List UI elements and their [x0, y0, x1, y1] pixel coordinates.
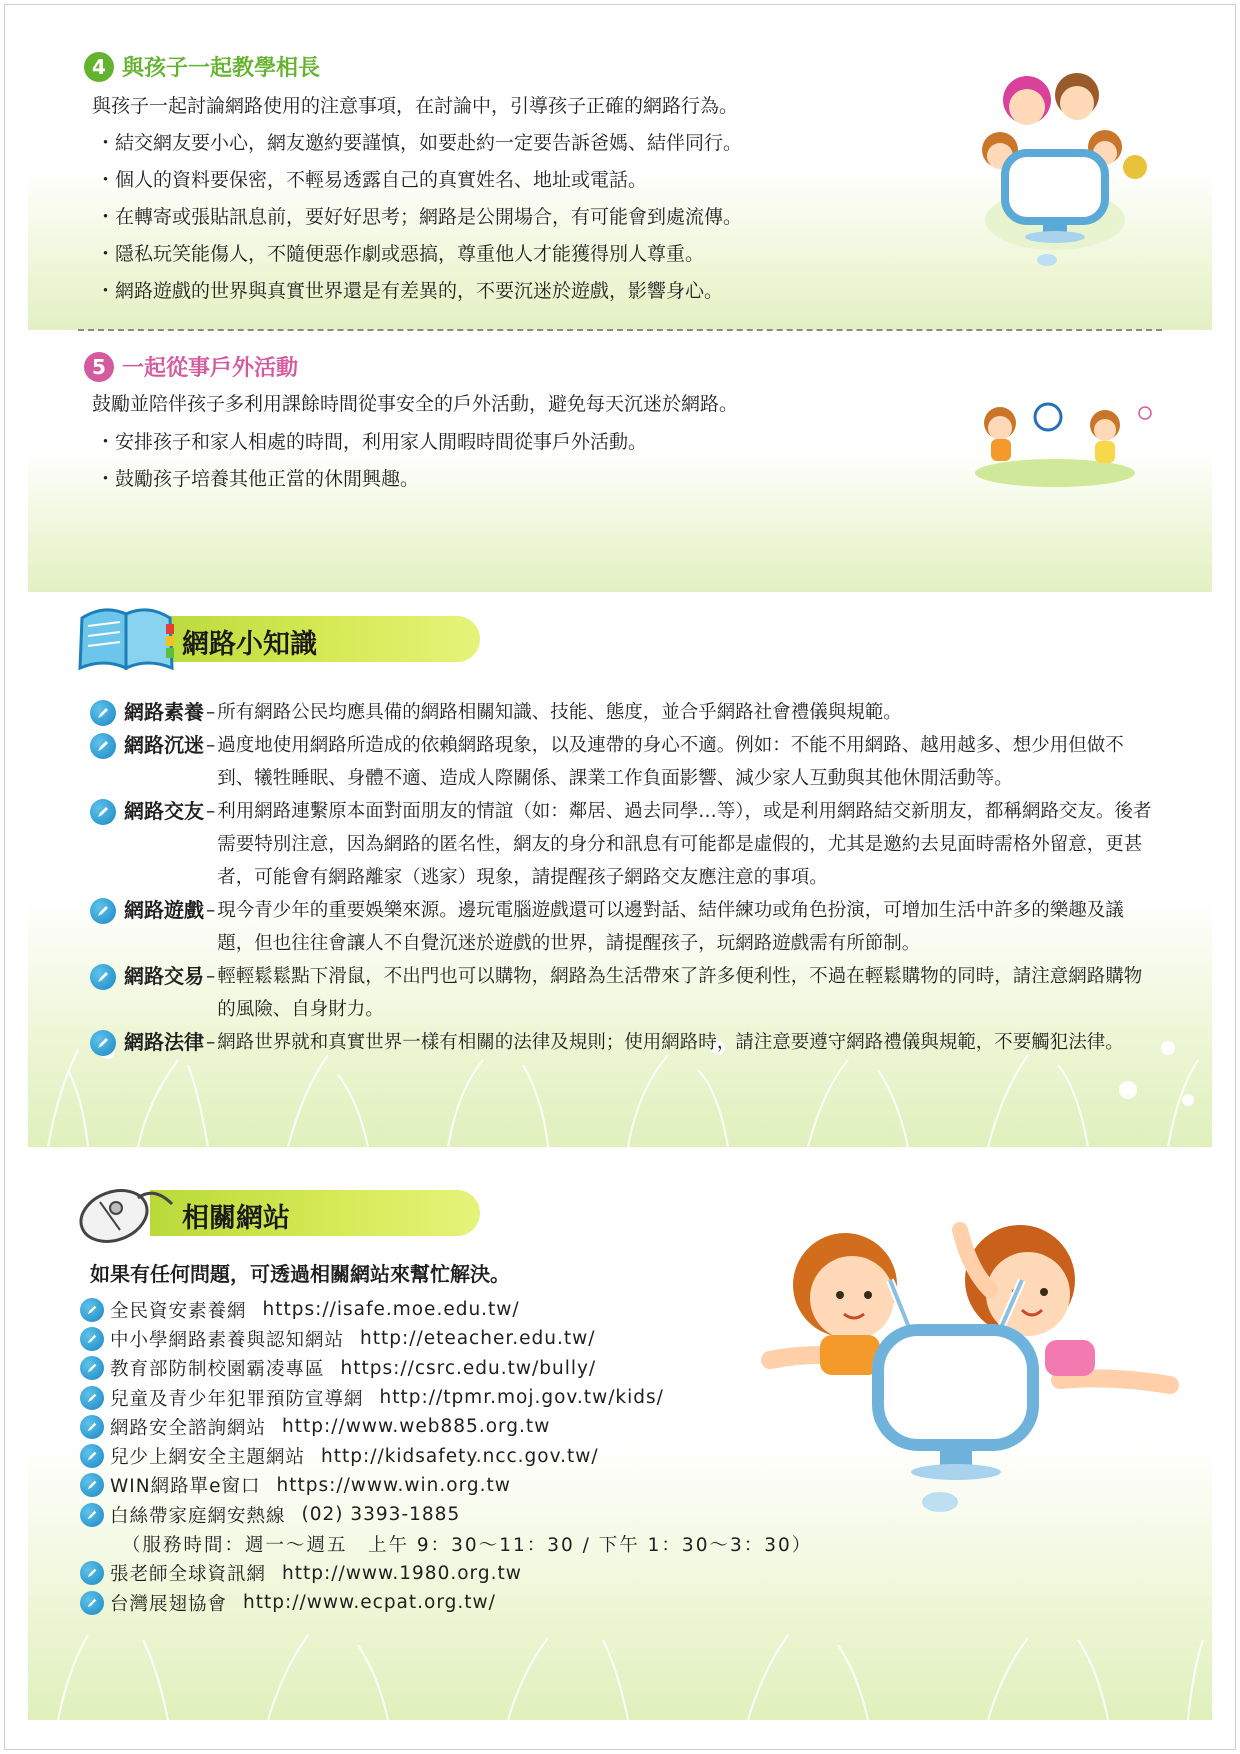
- pencil-badge-icon: [80, 1298, 104, 1322]
- list-item: ・ 在轉寄或張貼訊息前，要好好思考；網路是公開場合，有可能會到處流傳。: [96, 199, 742, 236]
- section4-list: [96, 125, 742, 310]
- pencil-badge-icon: [90, 700, 116, 726]
- site-url[interactable]: http://www.web885.org.tw: [282, 1416, 551, 1438]
- site-link-item[interactable]: [80, 1354, 812, 1383]
- pencil-badge-icon: [80, 1444, 104, 1468]
- site-link-item[interactable]: [80, 1412, 812, 1441]
- pencil-badge-icon: [80, 1561, 104, 1585]
- list-item: ・ 結交網友要小心，網友邀約要謹慎，如要赴約一定要告訴爸媽、結伴同行。: [96, 125, 742, 162]
- knowledge-list: [90, 696, 1160, 1059]
- pencil-badge-icon: [90, 898, 116, 924]
- site-url[interactable]: http://tpmr.moj.gov.tw/kids/: [379, 1387, 664, 1409]
- hotline-hours: （服務時間：週一～週五 上午 9：30～11：30 / 下午 1：30～3：30）: [122, 1535, 813, 1557]
- knowledge-term: 網路沉迷: [124, 733, 204, 757]
- site-name: 教育部防制校園霸凌專區: [110, 1359, 325, 1381]
- knowledge-desc: 利用網路連繫原本面對面朋友的情誼（如：鄰居、過去同學…等），或是利用網路結交新朋友，都稱網路交友。後者需要特別注意，因為網路的匿名性，網友的身分和訊息有可能都是虛假的，尤其是邀約去見面時需格外留意，更甚者，可能會有網路離家（逃家）現象，請提醒孩子網路交友應注意的事項。: [217, 801, 1152, 888]
- site-name: 中小學網路素養與認知網站: [110, 1329, 345, 1351]
- site-link-item[interactable]: [80, 1559, 812, 1588]
- knowledge-term: 網路交易: [124, 964, 204, 988]
- term-dash: –: [206, 801, 216, 822]
- pencil-badge-icon: [80, 1356, 104, 1380]
- knowledge-item: [90, 696, 1160, 729]
- site-name: 網路安全諮詢網站: [110, 1417, 267, 1439]
- knowledge-term: 網路素養: [124, 700, 204, 724]
- section5-heading: [84, 351, 298, 382]
- hotline-number[interactable]: (02) 3393-1885: [301, 1504, 461, 1526]
- site-name: 張老師全球資訊網: [110, 1564, 267, 1586]
- list-item: ・ 隱私玩笑能傷人，不隨便惡作劇或惡搞，尊重他人才能獲得別人尊重。: [96, 236, 742, 273]
- section4-title: 與孩子一起教學相長: [122, 56, 321, 81]
- kids-computer-illustration: [760, 1210, 1180, 1520]
- knowledge-desc: 過度地使用網路所造成的依賴網路現象，以及連帶的身心不適。例如：不能不用網路、越用越多、想少用但做不到、犧牲睡眠、身體不適、造成人際關係、課業工作負面影響、減少家人互動與其他休閒活動等。: [217, 735, 1124, 789]
- site-url[interactable]: https://isafe.moe.edu.tw/: [262, 1299, 520, 1321]
- book-icon: [74, 598, 178, 676]
- grass-decoration: [28, 1620, 1212, 1720]
- site-name: 全民資安素養網: [110, 1300, 247, 1322]
- pencil-badge-icon: [90, 1030, 116, 1056]
- pencil-badge-icon: [90, 799, 116, 825]
- knowledge-item: [90, 729, 1160, 795]
- term-dash: –: [206, 1032, 216, 1053]
- list-item: ・ 網路遊戲的世界與真實世界還是有差異的，不要沉迷於遊戲，影響身心。: [96, 273, 742, 310]
- site-url[interactable]: http://www.ecpat.org.tw/: [243, 1592, 496, 1614]
- term-dash: –: [206, 966, 216, 987]
- section5-intro: 鼓勵並陪伴孩子多利用課餘時間從事安全的戶外活動，避免每天沉迷於網路。: [92, 393, 739, 415]
- site-link-item[interactable]: [80, 1383, 812, 1412]
- computer-mouse-icon: [76, 1178, 176, 1248]
- knowledge-term: 網路遊戲: [124, 898, 204, 922]
- pencil-badge-icon: [80, 1415, 104, 1439]
- site-name: 兒童及青少年犯罪預防宣導網: [110, 1388, 364, 1410]
- site-name: WIN網路單e窗口: [110, 1476, 261, 1498]
- pencil-badge-icon: [80, 1473, 104, 1497]
- section5-title: 一起從事戶外活動: [122, 356, 299, 381]
- family-computer-illustration: [955, 55, 1155, 275]
- hotline-note: [80, 1529, 812, 1558]
- site-link-item[interactable]: [80, 1324, 812, 1353]
- knowledge-desc: 所有網路公民均應具備的網路相關知識、技能、態度，並合乎網路社會禮儀與規範。: [217, 702, 902, 723]
- list-item: ・ 個人的資料要保密，不輕易透露自己的真實姓名、地址或電話。: [96, 162, 742, 199]
- pencil-badge-icon: [90, 733, 116, 759]
- pencil-badge-icon: [80, 1327, 104, 1351]
- site-name: 白絲帶家庭網安熱線: [110, 1505, 286, 1527]
- kids-playing-ball-illustration: [955, 395, 1155, 495]
- knowledge-title: 網路小知識: [182, 629, 317, 660]
- site-url[interactable]: https://www.win.org.tw: [276, 1474, 511, 1496]
- term-dash: –: [206, 702, 216, 723]
- knowledge-desc: 網路世界就和真實世界一樣有相關的法律及規則；使用網路時，請注意要遵守網路禮儀與規範，不要觸犯法律。: [217, 1032, 1124, 1053]
- section5-number-badge: 5: [84, 352, 114, 382]
- list-item: ・ 安排孩子和家人相處的時間，利用家人閒暇時間從事戶外活動。: [96, 424, 647, 461]
- term-dash: –: [206, 900, 216, 921]
- section5-list: [96, 424, 647, 498]
- site-name: 兒少上網安全主題網站: [110, 1447, 306, 1469]
- sites-intro: 如果有任何問題，可透過相關網站來幫忙解決。: [90, 1262, 510, 1286]
- site-url[interactable]: http://eteacher.edu.tw/: [360, 1328, 596, 1350]
- knowledge-item: [90, 960, 1160, 1026]
- section4-intro: 與孩子一起討論網路使用的注意事項，在討論中，引導孩子正確的網路行為。: [92, 95, 739, 117]
- knowledge-desc: 輕輕鬆鬆點下滑鼠，不出門也可以購物，網路為生活帶來了許多便利性，不過在輕鬆購物的同時，請注意網路購物的風險、自身財力。: [217, 966, 1143, 1020]
- knowledge-item: [90, 795, 1160, 894]
- list-item: ・ 鼓勵孩子培養其他正當的休閒興趣。: [96, 461, 647, 498]
- site-url[interactable]: https://csrc.edu.tw/bully/: [340, 1357, 597, 1379]
- term-dash: –: [206, 735, 216, 756]
- section-divider: [78, 329, 1162, 331]
- knowledge-term: 網路法律: [124, 1030, 204, 1054]
- site-name: 台灣展翅協會: [110, 1593, 228, 1615]
- knowledge-term: 網路交友: [124, 799, 204, 823]
- site-link-item[interactable]: [80, 1441, 812, 1470]
- knowledge-item: [90, 1026, 1160, 1059]
- site-link-item[interactable]: [80, 1295, 812, 1324]
- site-url[interactable]: http://kidsafety.ncc.gov.tw/: [321, 1445, 599, 1467]
- sites-list: [80, 1295, 812, 1617]
- section4-number-badge: 4: [84, 52, 114, 82]
- site-url[interactable]: http://www.1980.org.tw: [282, 1562, 522, 1584]
- knowledge-item: [90, 894, 1160, 960]
- site-link-item[interactable]: [80, 1588, 812, 1617]
- sites-title: 相關網站: [182, 1203, 290, 1234]
- pencil-badge-icon: [80, 1503, 104, 1527]
- pencil-badge-icon: [80, 1386, 104, 1410]
- section4-heading: [84, 51, 320, 82]
- site-link-item[interactable]: [80, 1500, 812, 1529]
- pencil-badge-icon: [80, 1591, 104, 1615]
- pencil-badge-icon: [90, 964, 116, 990]
- site-link-item[interactable]: [80, 1471, 812, 1500]
- knowledge-desc: 現今青少年的重要娛樂來源。邊玩電腦遊戲還可以邊對話、結伴練功或角色扮演，可增加生活中許多的樂趣及議題，但也往往會讓人不自覺沉迷於遊戲的世界，請提醒孩子，玩網路遊戲需有所節制。: [217, 900, 1124, 954]
